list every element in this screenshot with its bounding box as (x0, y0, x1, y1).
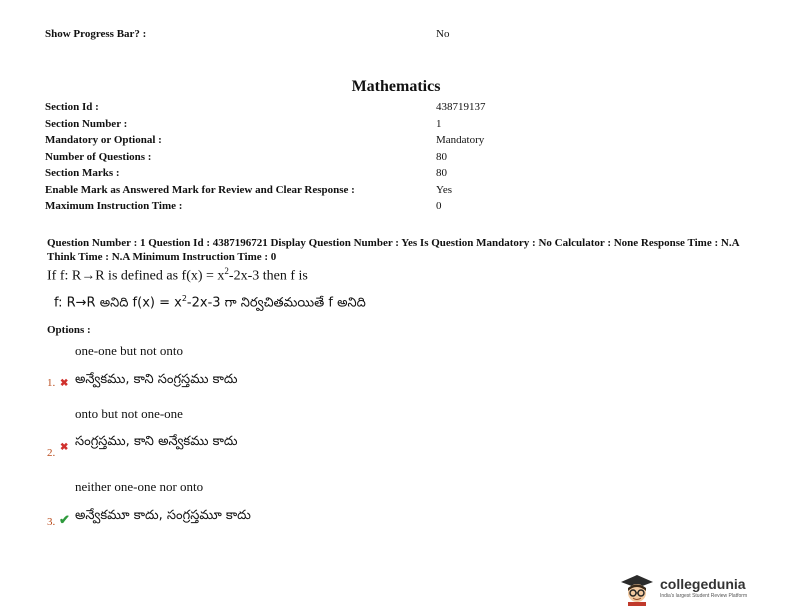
meta-value: 80 (436, 151, 447, 163)
progress-label: Show Progress Bar? : (45, 28, 147, 40)
cross-icon: ✖ (60, 378, 69, 389)
meta-label: Section Number : (45, 118, 128, 130)
option-3-telugu: అన్వేకమూ కాదు, సంగ్రస్తమూ కాదు (75, 508, 251, 523)
progress-value: No (436, 28, 450, 40)
meta-row-max-instruction-time (45, 200, 525, 216)
meta-value: 438719137 (436, 101, 486, 113)
meta-value: 0 (436, 200, 442, 212)
option-3-number: 3. (47, 516, 56, 528)
meta-row-section-id (45, 101, 525, 117)
question-header: Question Number : 1 Question Id : 4387196721 Display Question Number : Yes Is Question Mandatory : No Calculator : None Response Time : N.A Think Time : N.A Minimum Instruction Time : 0 (47, 237, 739, 263)
collegedunia-logo (618, 572, 778, 606)
cross-icon: ✖ (60, 442, 69, 453)
section-title: Mathematics (351, 78, 441, 95)
meta-row-mandatory (45, 134, 525, 150)
option-1-telugu: అన్వేకము, కాని సంగ్రస్తము కాదు (75, 372, 238, 387)
meta-row-section-marks (45, 167, 525, 183)
option-2-english: onto but not one-one (75, 406, 183, 421)
question-telugu-pre: f: R→R అనిది f(x) = x (54, 295, 182, 311)
meta-label: Mandatory or Optional : (45, 134, 162, 146)
meta-label: Section Id : (45, 101, 99, 113)
meta-value: 1 (436, 118, 442, 130)
question-telugu-superscript: 2 (181, 294, 187, 303)
meta-row-section-number (45, 118, 525, 134)
question-superscript: 2 (224, 266, 229, 276)
meta-label: Number of Questions : (45, 151, 152, 163)
meta-row-number-of-questions (45, 151, 525, 167)
option-2-number: 2. (47, 447, 56, 459)
question-english-pre: If f: R→R is defined as f(x) = x (47, 268, 225, 284)
question-text-english (47, 266, 308, 285)
question-text-telugu (54, 294, 366, 313)
options-label: Options : (47, 324, 91, 336)
meta-label: Enable Mark as Answered Mark for Review and Clear Response : (45, 184, 355, 196)
question-english-post: -2x-3 then f is (228, 268, 308, 284)
logo-tagline: India's largest Student Review Platform (660, 593, 748, 599)
graduate-avatar-icon (618, 572, 656, 606)
option-2-telugu: సంగ్రస్తము, కాని అన్వేకము కాదు (75, 434, 238, 449)
meta-value: Yes (436, 184, 453, 196)
option-1-english: one-one but not onto (75, 343, 183, 358)
meta-label: Section Marks : (45, 167, 120, 179)
meta-value: Mandatory (436, 134, 485, 146)
meta-label: Maximum Instruction Time : (45, 200, 183, 212)
meta-row-enable-mark (45, 184, 525, 200)
check-icon: ✔ (59, 512, 70, 527)
logo-name: collegedunia (660, 576, 746, 592)
option-1-number: 1. (47, 377, 56, 389)
question-telugu-post: -2x-3 గా నిర్వచితమయితే f అనిది (186, 295, 366, 311)
option-3-english: neither one-one nor onto (75, 479, 204, 494)
meta-value: 80 (436, 167, 447, 179)
